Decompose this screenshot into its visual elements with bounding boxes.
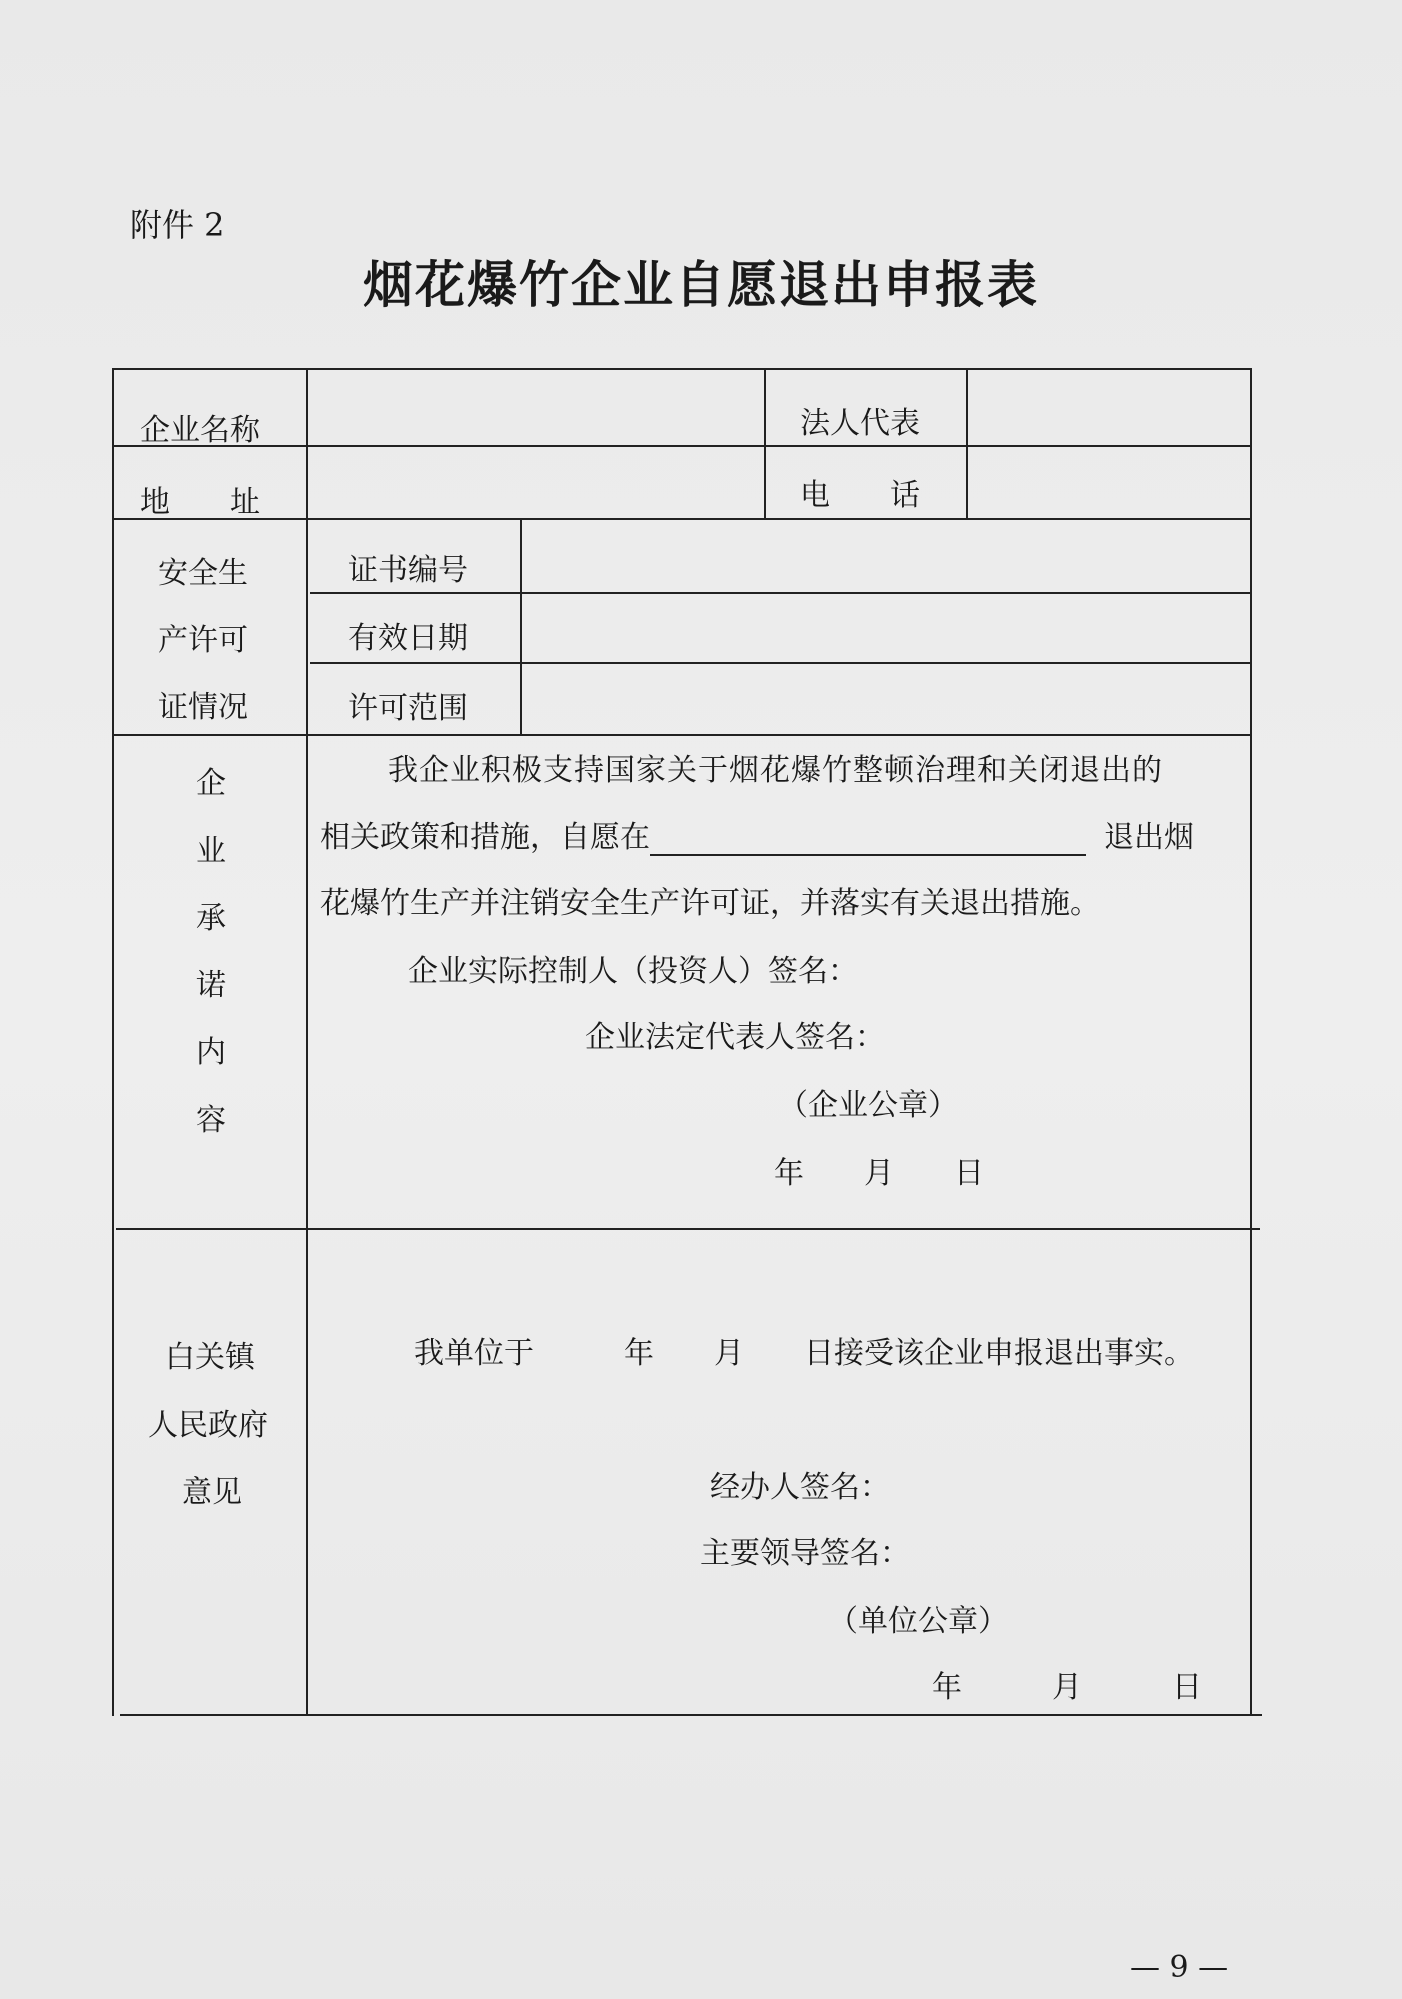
row-divider	[112, 445, 1250, 447]
legal-rep-signature-label: 企业法定代表人签名：	[585, 1020, 885, 1055]
handler-signature-label: 经办人签名：	[710, 1470, 890, 1505]
license-label-line: 产许可	[158, 623, 248, 658]
table-border-bottom	[120, 1714, 1262, 1716]
commitment-text-line3: 花爆竹生产并注销安全生产许可证，并落实有关退出措施。	[320, 886, 1100, 921]
gov-statement: 我单位于 年 月 日接受该企业申报退出事实。	[414, 1336, 1194, 1371]
row-divider	[116, 1228, 1260, 1230]
table-border-top	[112, 368, 1250, 370]
commitment-label-char: 承	[196, 901, 226, 936]
table-border-right	[1250, 368, 1252, 1716]
commitment-text-line1: 我企业积极支持国家关于烟花爆竹整顿治理和关闭退出的	[388, 753, 1163, 788]
legal-rep-label: 法人代表	[800, 406, 920, 441]
license-label-line: 安全生	[158, 556, 248, 591]
commitment-text-line2-end: 退出烟	[1104, 820, 1194, 855]
commitment-label-char: 企	[196, 766, 226, 801]
page-number: — 9 —	[1130, 1950, 1229, 1985]
commitment-text-line2-start: 相关政策和措施，自愿在	[320, 820, 650, 855]
exit-date-blank	[650, 824, 1086, 856]
scope-label: 许可范围	[348, 691, 468, 726]
commitment-date: 年 月 日	[774, 1156, 984, 1191]
leader-signature-label: 主要领导签名：	[700, 1536, 910, 1571]
company-name-label: 企业名称	[140, 413, 260, 448]
unit-seal-label: （单位公章）	[828, 1604, 1008, 1639]
phone-label: 电 话	[800, 478, 920, 513]
column-divider	[520, 518, 522, 734]
gov-label-line: 白关镇	[165, 1340, 255, 1375]
commitment-label-char: 诺	[196, 968, 226, 1003]
license-label-line: 证情况	[158, 690, 248, 725]
controller-signature-label: 企业实际控制人（投资人）签名：	[408, 954, 858, 989]
column-divider	[966, 368, 968, 518]
commitment-text-line2	[320, 812, 1194, 856]
attachment-label: 附件 2	[130, 206, 225, 244]
column-divider	[764, 368, 766, 518]
commitment-label-char: 业	[196, 834, 226, 869]
address-label: 地 址	[140, 485, 260, 520]
row-divider	[310, 592, 1250, 594]
gov-label-line: 意见	[182, 1475, 242, 1510]
gov-label-line: 人民政府	[148, 1408, 268, 1443]
table-border-left	[112, 368, 114, 1716]
valid-date-label: 有效日期	[348, 621, 468, 656]
row-divider	[112, 518, 1250, 520]
company-seal-label: （企业公章）	[778, 1088, 958, 1123]
cert-no-label: 证书编号	[348, 553, 468, 588]
government-date: 年 月 日	[932, 1670, 1202, 1705]
form-title: 烟花爆竹企业自愿退出申报表	[363, 255, 1039, 314]
row-divider	[112, 734, 1252, 736]
commitment-label-char: 容	[196, 1103, 226, 1138]
label-column-divider	[306, 368, 308, 1716]
row-divider	[310, 662, 1250, 664]
commitment-label-char: 内	[196, 1035, 226, 1070]
